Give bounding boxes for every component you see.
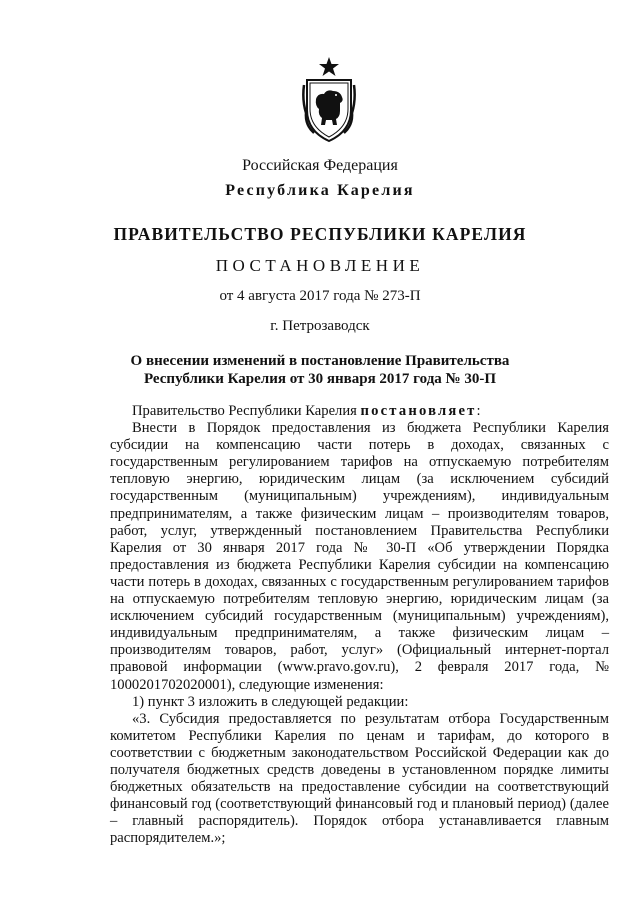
document-type: ПОСТАНОВЛЕНИЕ: [215, 256, 425, 275]
document-subject: [0, 352, 640, 388]
paragraph-1: Внести в Порядок предоставления из бюджета Республики Карелия субсидии на компенсацию части потерь в доходах, связанных с государственным регулированием тарифов на отпускаемую потребителям тепловую энергию, юридическим лицам (за исключением субсидий государственным (муниципальным) учреждениям), индивидуальным предпринимателям, а также физическим лицам – производителям товаров, работ, услуг, утвержденный постановлением Правительства Республики Карелия от 30 января 2017 года № 30-П «Об утверждении Порядка предоставления из бюджета Республики Карелия субсидии на компенсацию части потерь в доходах, связанных с государственным регулированием тарифов на отпускаемую потребителям тепловую энергию, юридическим лицам (за исключением субсидий государственным (муниципальным) учреждениям), индивидуальным предпринимателям, а также физическим лицам – производителям товаров, работ, услуг» (Официальный интернет-портал правовой информации (www.pravo.gov.ru), 2 февраля 2017 года, № 1000201702020001), следующие изменения:: [110, 420, 609, 693]
document-date-number: от 4 августа 2017 года № 273-П: [219, 288, 421, 304]
city: г. Петрозаводск: [270, 318, 370, 334]
subject-line-1: О внесении изменений в постановление Правительства: [130, 353, 510, 369]
intro-keyword: постановляет: [360, 403, 477, 419]
intro-suffix: :: [476, 403, 481, 419]
subject-line-2: Республики Карелия от 30 января 2017 года № 30-П: [143, 371, 497, 387]
republic-name: Республика Карелия: [225, 182, 415, 199]
government-title: ПРАВИТЕЛЬСТВО РЕСПУБЛИКИ КАРЕЛИЯ: [113, 224, 527, 244]
document-body: [110, 403, 609, 847]
coat-of-arms-icon: [300, 55, 358, 145]
intro-paragraph: [110, 403, 609, 420]
paragraph-2: 1) пункт 3 изложить в следующей редакции:: [132, 693, 409, 710]
intro-text: Правительство Республики Карелия: [132, 403, 361, 419]
country-name: Российская Федерация: [242, 157, 398, 174]
paragraph-3: «3. Субсидия предоставляется по результатам отбора Государственным комитетом Республики Карелия по ценам и тарифам, до которого в соответствии с бюджетным законодательством Российской Федерации как до получателя бюджетных средств доведены в установленном порядке лимиты бюджетных обязательств на предоставление субсидии на соответствующий финансовый год (соответствующий финансовый год и плановый период) (далее – главный распорядитель). Порядок отбора устанавливается главным распорядителем.»;: [110, 710, 609, 847]
